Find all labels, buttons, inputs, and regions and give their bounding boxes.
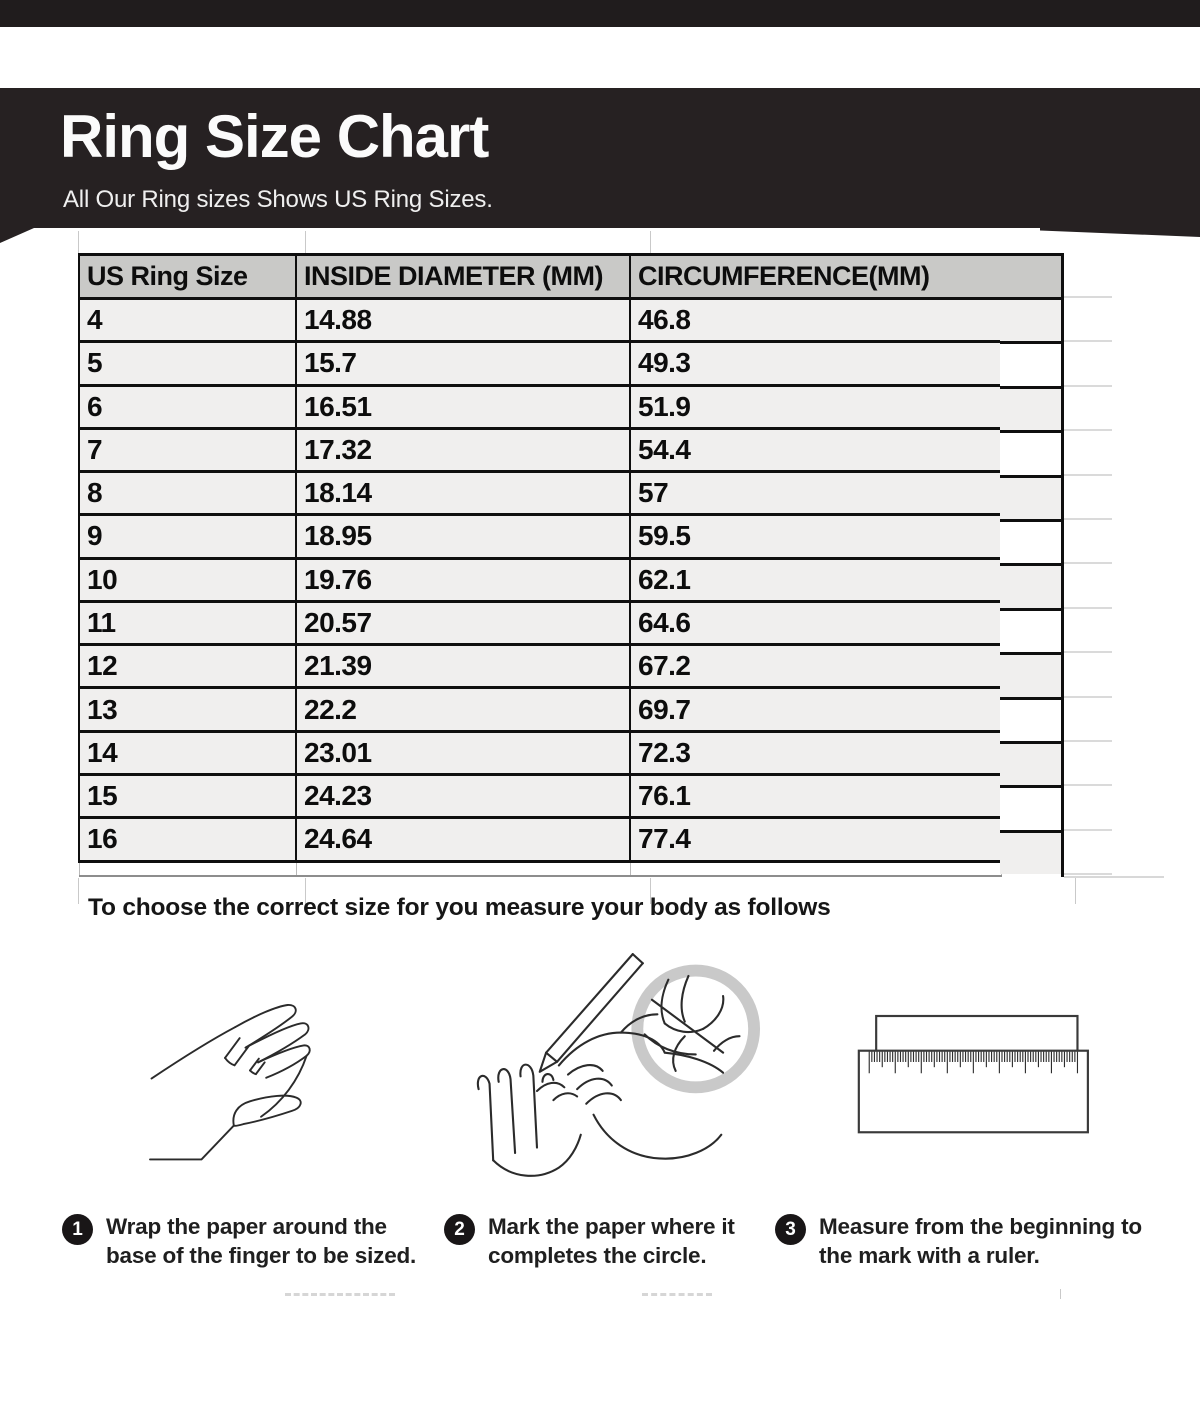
paper-strip bbox=[876, 1016, 1077, 1052]
gridline-artifact bbox=[650, 231, 651, 253]
gridline-artifact bbox=[1064, 429, 1112, 431]
artifact-header-cell bbox=[1000, 256, 1062, 297]
page-title: Ring Size Chart bbox=[60, 103, 489, 170]
step-3-text bbox=[819, 1212, 1142, 1270]
table-cell: 77.4 bbox=[630, 818, 1001, 861]
table-row bbox=[79, 774, 1001, 817]
step-text-line: Wrap the paper around the bbox=[106, 1214, 387, 1239]
banner-corner-artifact bbox=[0, 228, 34, 243]
table-row bbox=[79, 558, 1001, 601]
step-3 bbox=[775, 1212, 1175, 1270]
table-cell: 49.3 bbox=[630, 342, 1001, 385]
table-cell: 13 bbox=[79, 688, 296, 731]
table-cell: 12 bbox=[79, 645, 296, 688]
table-cell: 22.2 bbox=[296, 688, 630, 731]
step-1-text bbox=[106, 1212, 416, 1270]
table-cell: 18.95 bbox=[296, 515, 630, 558]
artifact-cell bbox=[1000, 297, 1062, 341]
scan-artifact bbox=[285, 1293, 395, 1296]
table-cell: 21.39 bbox=[296, 645, 630, 688]
mark-paper-with-pencil-icon bbox=[440, 945, 800, 1205]
table-cell: 24.23 bbox=[296, 774, 630, 817]
table-cell: 72.3 bbox=[630, 731, 1001, 774]
table-row bbox=[79, 299, 1001, 342]
empty-cell bbox=[630, 861, 1001, 876]
table-cell: 16.51 bbox=[296, 385, 630, 428]
step-text-line: Measure from the beginning to bbox=[819, 1214, 1142, 1239]
banner-corner-artifact bbox=[1040, 227, 1200, 237]
artifact-cell bbox=[1000, 341, 1062, 385]
column-header: CIRCUMFERENCE(MM) bbox=[630, 255, 1001, 299]
table-cell: 51.9 bbox=[630, 385, 1001, 428]
table-cell: 6 bbox=[79, 385, 296, 428]
table-row bbox=[79, 472, 1001, 515]
table-cell: 46.8 bbox=[630, 299, 1001, 342]
column-header: US Ring Size bbox=[79, 255, 296, 299]
gridline-artifact bbox=[1064, 607, 1112, 609]
table-cell: 24.64 bbox=[296, 818, 630, 861]
gridline-artifact bbox=[1064, 474, 1112, 476]
instruction-heading: To choose the correct size for you measure your body as follows bbox=[88, 894, 831, 921]
step-2-text bbox=[488, 1212, 735, 1270]
table-header-row bbox=[79, 255, 1001, 299]
gridline-artifact bbox=[1064, 829, 1112, 831]
artifact-cell bbox=[1000, 830, 1062, 874]
table-row bbox=[79, 731, 1001, 774]
table-cell: 18.14 bbox=[296, 472, 630, 515]
table-row bbox=[79, 385, 1001, 428]
table-cell: 8 bbox=[79, 472, 296, 515]
gridline-artifact bbox=[1064, 562, 1112, 564]
gridline-artifact bbox=[78, 231, 79, 253]
gridline-artifact bbox=[1064, 784, 1112, 786]
table-row bbox=[79, 688, 1001, 731]
artifact-cell bbox=[1000, 608, 1062, 652]
column-header: INSIDE DIAMETER (MM) bbox=[296, 255, 630, 299]
table-cell: 4 bbox=[79, 299, 296, 342]
gridline-artifact bbox=[1064, 696, 1112, 698]
gridline-artifact bbox=[1064, 876, 1164, 878]
step-3-badge: 3 bbox=[775, 1214, 806, 1245]
table-row bbox=[79, 601, 1001, 644]
table-cell: 14 bbox=[79, 731, 296, 774]
artifact-cell bbox=[1000, 430, 1062, 474]
table-row bbox=[79, 342, 1001, 385]
table-row bbox=[79, 428, 1001, 471]
empty-spreadsheet-row bbox=[79, 861, 1001, 876]
spreadsheet-artifact-column bbox=[1000, 253, 1062, 874]
steps-row bbox=[0, 1212, 1200, 1282]
step-text-line: completes the circle. bbox=[488, 1243, 707, 1268]
scan-artifact bbox=[1060, 1289, 1061, 1299]
step-1-badge: 1 bbox=[62, 1214, 93, 1245]
magnifier-ring bbox=[637, 971, 754, 1088]
artifact-cell bbox=[1000, 563, 1062, 607]
gridline-artifact bbox=[1075, 878, 1076, 904]
table-row bbox=[79, 818, 1001, 861]
table-cell: 59.5 bbox=[630, 515, 1001, 558]
step-2 bbox=[444, 1212, 764, 1270]
empty-cell bbox=[296, 861, 630, 876]
step-2-badge: 2 bbox=[444, 1214, 475, 1245]
gridline-artifact bbox=[305, 231, 306, 253]
table-row bbox=[79, 645, 1001, 688]
hand-with-paper-strip-icon bbox=[125, 960, 375, 1200]
table-cell: 76.1 bbox=[630, 774, 1001, 817]
step-text-line: the mark with a ruler. bbox=[819, 1243, 1040, 1268]
artifact-cell bbox=[1000, 652, 1062, 696]
page-subtitle: All Our Ring sizes Shows US Ring Sizes. bbox=[63, 186, 493, 213]
table-cell: 54.4 bbox=[630, 428, 1001, 471]
artifact-cell bbox=[1000, 741, 1062, 785]
table-cell: 62.1 bbox=[630, 558, 1001, 601]
table-cell: 11 bbox=[79, 601, 296, 644]
table-cell: 15 bbox=[79, 774, 296, 817]
table-row bbox=[79, 515, 1001, 558]
gridline-artifact bbox=[1064, 651, 1112, 653]
table-cell: 64.6 bbox=[630, 601, 1001, 644]
top-black-bar bbox=[0, 0, 1200, 27]
step-1 bbox=[62, 1212, 422, 1270]
gridline-artifact bbox=[1064, 873, 1112, 875]
table-cell: 20.57 bbox=[296, 601, 630, 644]
gridline-artifact bbox=[78, 878, 79, 904]
table-cell: 14.88 bbox=[296, 299, 630, 342]
artifact-cell bbox=[1000, 785, 1062, 829]
gridline-artifact bbox=[1064, 518, 1112, 520]
table-cell: 69.7 bbox=[630, 688, 1001, 731]
step-text-line: Mark the paper where it bbox=[488, 1214, 735, 1239]
table-cell: 57 bbox=[630, 472, 1001, 515]
table-cell: 9 bbox=[79, 515, 296, 558]
scan-artifact bbox=[642, 1293, 712, 1296]
table-cell: 16 bbox=[79, 818, 296, 861]
artifact-cell bbox=[1000, 475, 1062, 519]
table-cell: 23.01 bbox=[296, 731, 630, 774]
empty-cell bbox=[79, 861, 296, 876]
artifact-cell bbox=[1000, 386, 1062, 430]
artifact-cell bbox=[1000, 519, 1062, 563]
table-cell: 19.76 bbox=[296, 558, 630, 601]
ring-size-table bbox=[78, 253, 1002, 877]
ruler-measure-strip-icon bbox=[838, 995, 1133, 1155]
gridline-artifact bbox=[1064, 296, 1112, 298]
artifact-cell bbox=[1000, 697, 1062, 741]
table-cell: 7 bbox=[79, 428, 296, 471]
gridline-artifact bbox=[1064, 740, 1112, 742]
table-cell: 67.2 bbox=[630, 645, 1001, 688]
gridline-artifact bbox=[1064, 385, 1112, 387]
table-cell: 15.7 bbox=[296, 342, 630, 385]
table-cell: 17.32 bbox=[296, 428, 630, 471]
gridline-artifact bbox=[1061, 253, 1064, 877]
table-cell: 5 bbox=[79, 342, 296, 385]
table-cell: 10 bbox=[79, 558, 296, 601]
gridline-artifact bbox=[1064, 340, 1112, 342]
step-text-line: base of the finger to be sized. bbox=[106, 1243, 417, 1268]
header-banner bbox=[0, 88, 1200, 228]
